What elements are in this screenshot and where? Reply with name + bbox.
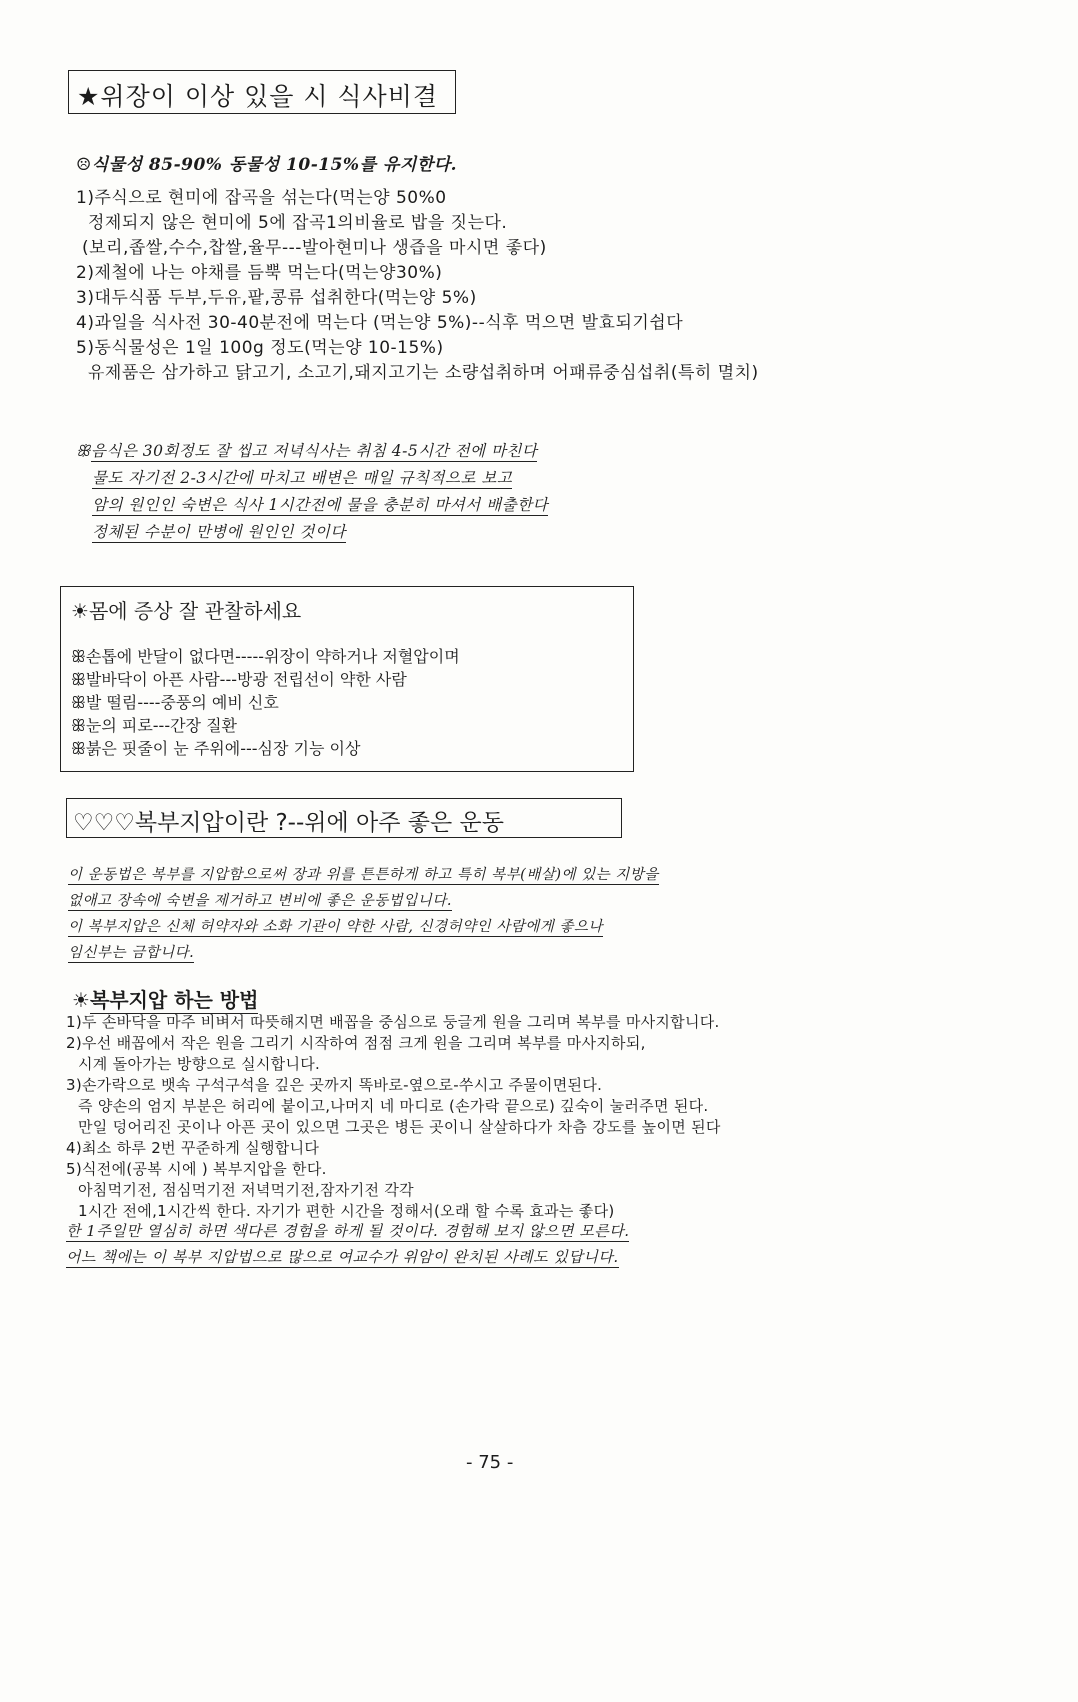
section1-subtitle [76,150,457,175]
sun-icon: ☀ [71,599,89,623]
section1-line: 3)대두식품 두부,두유,팥,콩류 섭취한다(먹는양 5%) [76,288,477,308]
bell-icon: ꕥ [71,670,86,689]
handwritten-line: 이 복부지압은 신체 허약자와 소화 기관이 약한 사람, 신경허약인 사람에게 좋으나 [68,919,603,935]
method-line: 3)손가락으로 뱃속 구석구석을 깊은 곳까지 똑바로-옆으로-쑤시고 주물이면된다. [66,1076,603,1094]
section1-title: 위장이 이상 있을 시 식사비결 [100,82,439,111]
method-line: 1)두 손바닥을 마주 비벼서 따뜻해지면 배꼽을 중심으로 둥글게 원을 그리며 복부를 마사지합니다. [66,1013,720,1031]
section1-line: 유제품은 삼가하고 닭고기, 소고기,돼지고기는 소량섭취하며 어패류중심섭취(특히 멸치) [88,363,759,383]
section3-handwritten [68,862,659,966]
section3-title-box [66,798,622,838]
section4-body [66,1012,721,1222]
sun-icon: ☀ [72,988,90,1012]
page-number: - 75 - [466,1452,514,1473]
section4-title-text: 복부지압 하는 방법 [89,988,259,1012]
section4-handwritten [66,1218,629,1270]
handwritten-line: 어느 책에는 이 복부 지압법으로 많으로 여교수가 위암이 완치된 사례도 있답니다. [66,1248,619,1266]
frown-face-icon: ☹ [76,155,92,175]
bell-icon: ꕥ [76,442,91,460]
section1-body [76,186,759,386]
symptom-item: 발바닥이 아픈 사람---방광 전립선이 약한 사람 [85,670,407,689]
method-line: 2)우선 배꼽에서 작은 원을 그리기 시작하여 점점 크게 원을 그리며 복부를 마사지하되, [66,1034,646,1052]
symptom-item: 붉은 핏줄이 눈 주위에---심장 기능 이상 [85,739,361,758]
section1-subtitle-text: 식물성 85-90% 동물성 10-15%를 유지한다. [91,155,458,175]
section1-line: 정제되지 않은 현미에 5에 잡곡1의비율로 밥을 짓는다. [88,213,508,233]
handwritten-line: 한 1주일만 열심히 하면 색다른 경험을 하게 될 것이다. 경험해 보지 않으면 모른다. [66,1222,630,1240]
section2-list [71,645,460,760]
symptom-item: 눈의 피로---간장 질환 [85,716,237,735]
handwritten-line: 정체된 수분이 만병에 원인인 것이다 [92,523,346,541]
section3-title: 복부지압이란 ?--위에 아주 좋은 운동 [134,810,504,836]
method-line: 시계 돌아가는 방향으로 실시합니다. [78,1055,321,1073]
section1-line: 4)과일을 식사전 30-40분전에 먹는다 (먹는양 5%)--식후 먹으면 발효되기쉽다 [76,313,684,333]
handwritten-line: 음식은 30회정도 잘 씹고 저녁식사는 취침 4-5시간 전에 마친다 [90,442,538,460]
method-line: 5)식전에(공복 시에 ) 복부지압을 한다. [66,1160,327,1178]
section1-title-box [68,70,456,114]
method-line: 아침먹기전, 점심먹기전 저녁먹기전,잠자기전 각각 [78,1181,414,1199]
star-icon: ★ [77,82,101,111]
bell-icon: ꕥ [71,647,86,666]
section4-title [72,984,258,1013]
handwritten-line: 이 운동법은 복부를 지압함으로써 장과 위를 튼튼하게 하고 특히 복부(배살)에 있는 지방을 [68,867,659,883]
bell-icon: ꕥ [71,716,86,735]
method-line: 1시간 전에,1시간씩 한다. 자기가 편한 시간을 정해서(오래 할 수록 효과는 좋다) [78,1202,615,1220]
symptom-item: 발 떨림----중풍의 예비 신호 [85,693,279,712]
section1-line: 5)동식물성은 1일 100g 정도(먹는양 10-15%) [76,338,444,358]
bell-icon: ꕥ [71,693,86,712]
handwritten-line: 임신부는 금합니다. [68,945,195,961]
section1-handwritten-notes [76,438,548,546]
section1-line: 1)주식으로 현미에 잡곡을 섞는다(먹는양 50%0 [76,188,447,208]
handwritten-line: 물도 자기전 2-3시간에 마치고 배변은 매일 규칙적으로 보고 [92,469,513,487]
hearts-icon: ♡♡♡ [73,810,135,836]
bell-icon: ꕥ [71,739,86,758]
method-line: 만일 덩어리진 곳이나 아픈 곳이 있으면 그곳은 병든 곳이니 살살하다가 차츰 강도를 높이면 된다 [78,1118,721,1136]
handwritten-line: 없애고 장속에 숙변을 제거하고 변비에 좋은 운동법입니다. [68,893,452,909]
section1-line: 2)제철에 나는 야채를 듬뿍 먹는다(먹는양30%) [76,263,443,283]
handwritten-line: 암의 원인인 숙변은 식사 1시간전에 물을 충분히 마셔서 배출한다 [92,496,549,514]
section1-line: (보리,좁쌀,수수,찹쌀,율무---발아현미나 생즙을 마시면 좋다) [82,238,547,258]
section2-box [60,586,634,772]
method-line: 4)최소 하루 2번 꾸준하게 실행합니다 [66,1139,320,1157]
symptom-item: 손톱에 반달이 없다면-----위장이 약하거나 저혈압이며 [85,647,460,666]
section2-title: 몸에 증상 잘 관찰하세요 [88,599,302,623]
method-line: 즉 양손의 엄지 부분은 허리에 붙이고,나머지 네 마디로 (손가락 끝으로) 깊숙이 눌러주면 된다. [78,1097,709,1115]
